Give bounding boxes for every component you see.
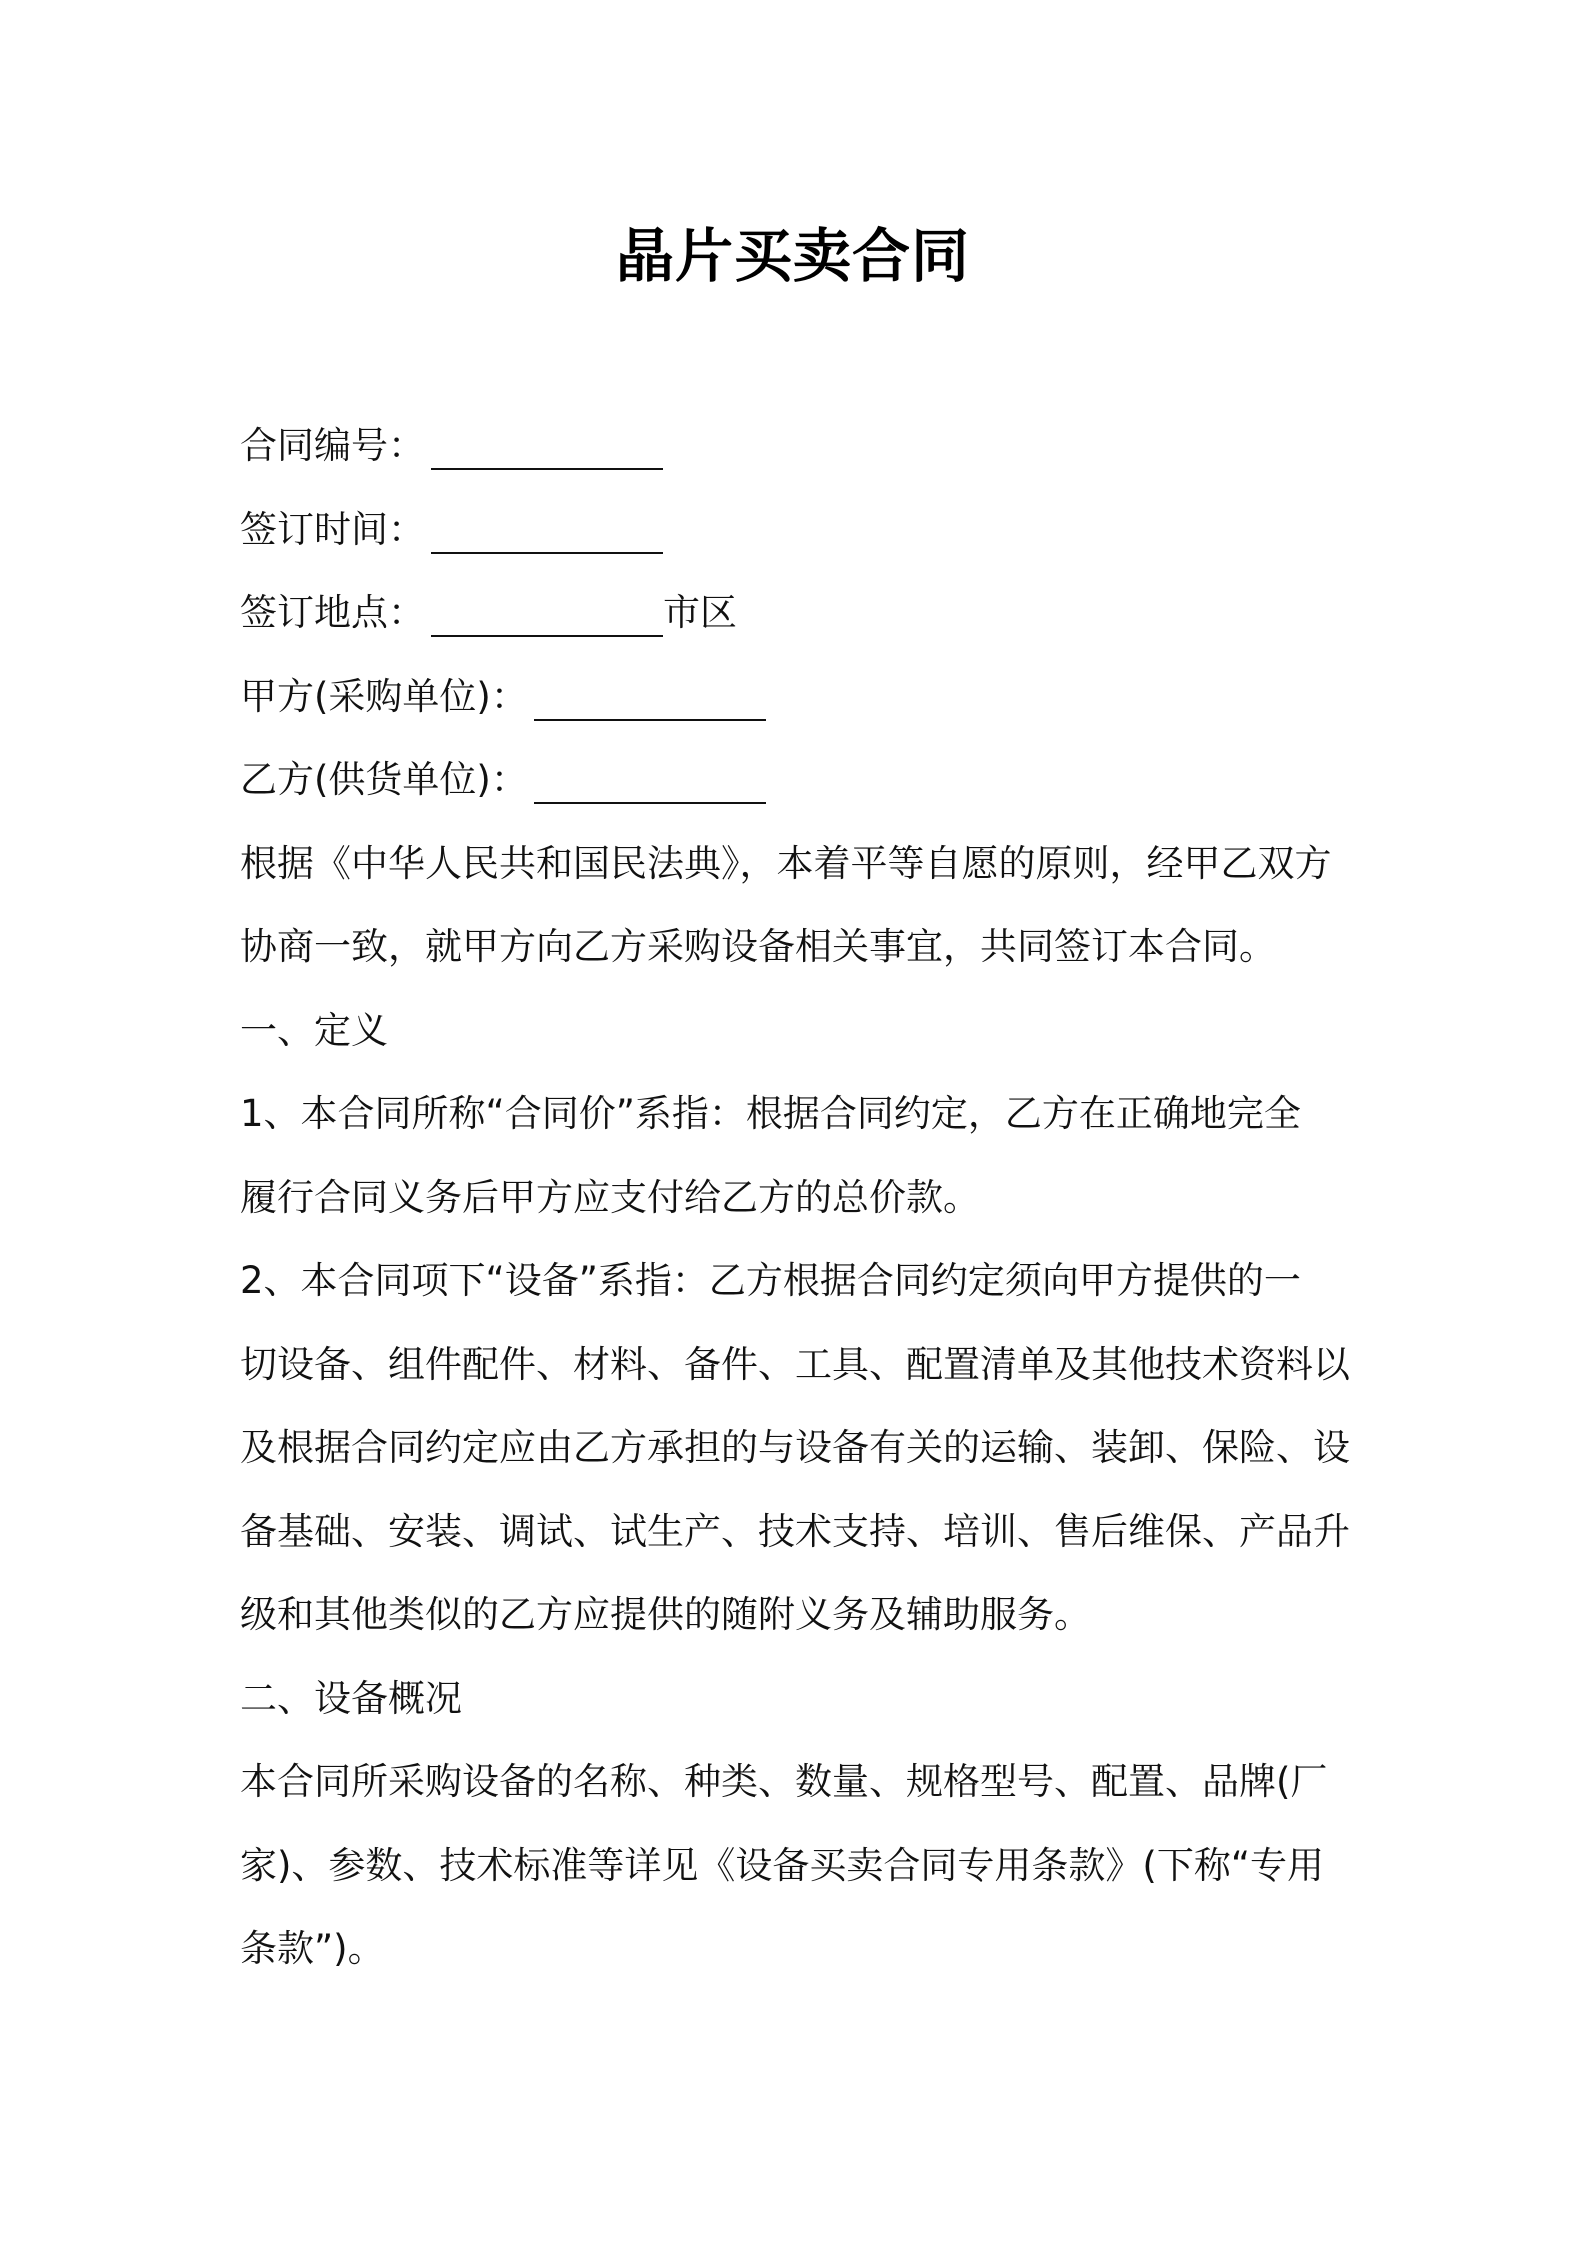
party-a-blank <box>534 679 766 721</box>
document-title: 晶片买卖合同 <box>615 222 970 290</box>
sign-place-row <box>240 571 1350 655</box>
party-a-label: 甲方(采购单位)： <box>240 674 528 718</box>
contract-number-label: 合同编号： <box>240 424 425 467</box>
contract-number-row <box>240 404 1350 488</box>
text-line: 家)、参数、技术标准等详见《设备买卖合同专用条款》(下称“专用 <box>240 1843 1325 1887</box>
sign-date-label: 签订时间： <box>240 507 425 551</box>
section-heading-equipment-overview: 二、设备概况 <box>240 1676 462 1720</box>
text-line: 本合同所采购设备的名称、种类、数量、规格型号、配置、品牌(厂 <box>240 1760 1328 1803</box>
party-b-blank <box>534 762 766 804</box>
text-line: 备基础、安装、调试、试生产、技术支持、培训、售后维保、产品升 <box>240 1509 1350 1553</box>
sign-date-blank <box>431 512 663 554</box>
text-line: 级和其他类似的乙方应提供的随附义务及辅助服务。 <box>240 1593 1091 1636</box>
sign-place-blank <box>431 595 663 637</box>
party-a-row <box>240 655 1350 739</box>
text-line: 切设备、组件配件、材料、备件、工具、配置清单及其他技术资料以 <box>240 1342 1350 1386</box>
text-line: 2、本合同项下“设备”系指：乙方根据合同约定须向甲方提供的一 <box>240 1259 1301 1302</box>
party-b-row <box>240 738 1350 822</box>
text-line: 协商一致，就甲方向乙方采购设备相关事宜，共同签订本合同。 <box>240 925 1276 968</box>
text-line: 及根据合同约定应由乙方承担的与设备有关的运输、装卸、保险、设 <box>240 1426 1350 1469</box>
text-line: 1、本合同所称“合同价”系指：根据合同约定，乙方在正确地完全 <box>240 1092 1301 1135</box>
document-body <box>240 404 1350 1991</box>
party-b-label: 乙方(供货单位)： <box>240 758 528 801</box>
text-line: 根据《中华人民共和国民法典》，本着平等自愿的原则，经甲乙双方 <box>240 841 1332 885</box>
sign-place-suffix: 市区 <box>663 591 737 634</box>
section-heading-definitions: 一、定义 <box>240 1008 388 1052</box>
sign-date-row <box>240 488 1350 572</box>
sign-place-label: 签订地点： <box>240 591 425 634</box>
contract-number-blank <box>431 428 663 470</box>
text-line: 履行合同义务后甲方应支付给乙方的总价款。 <box>240 1175 980 1219</box>
text-line: 条款”)。 <box>240 1927 385 1970</box>
